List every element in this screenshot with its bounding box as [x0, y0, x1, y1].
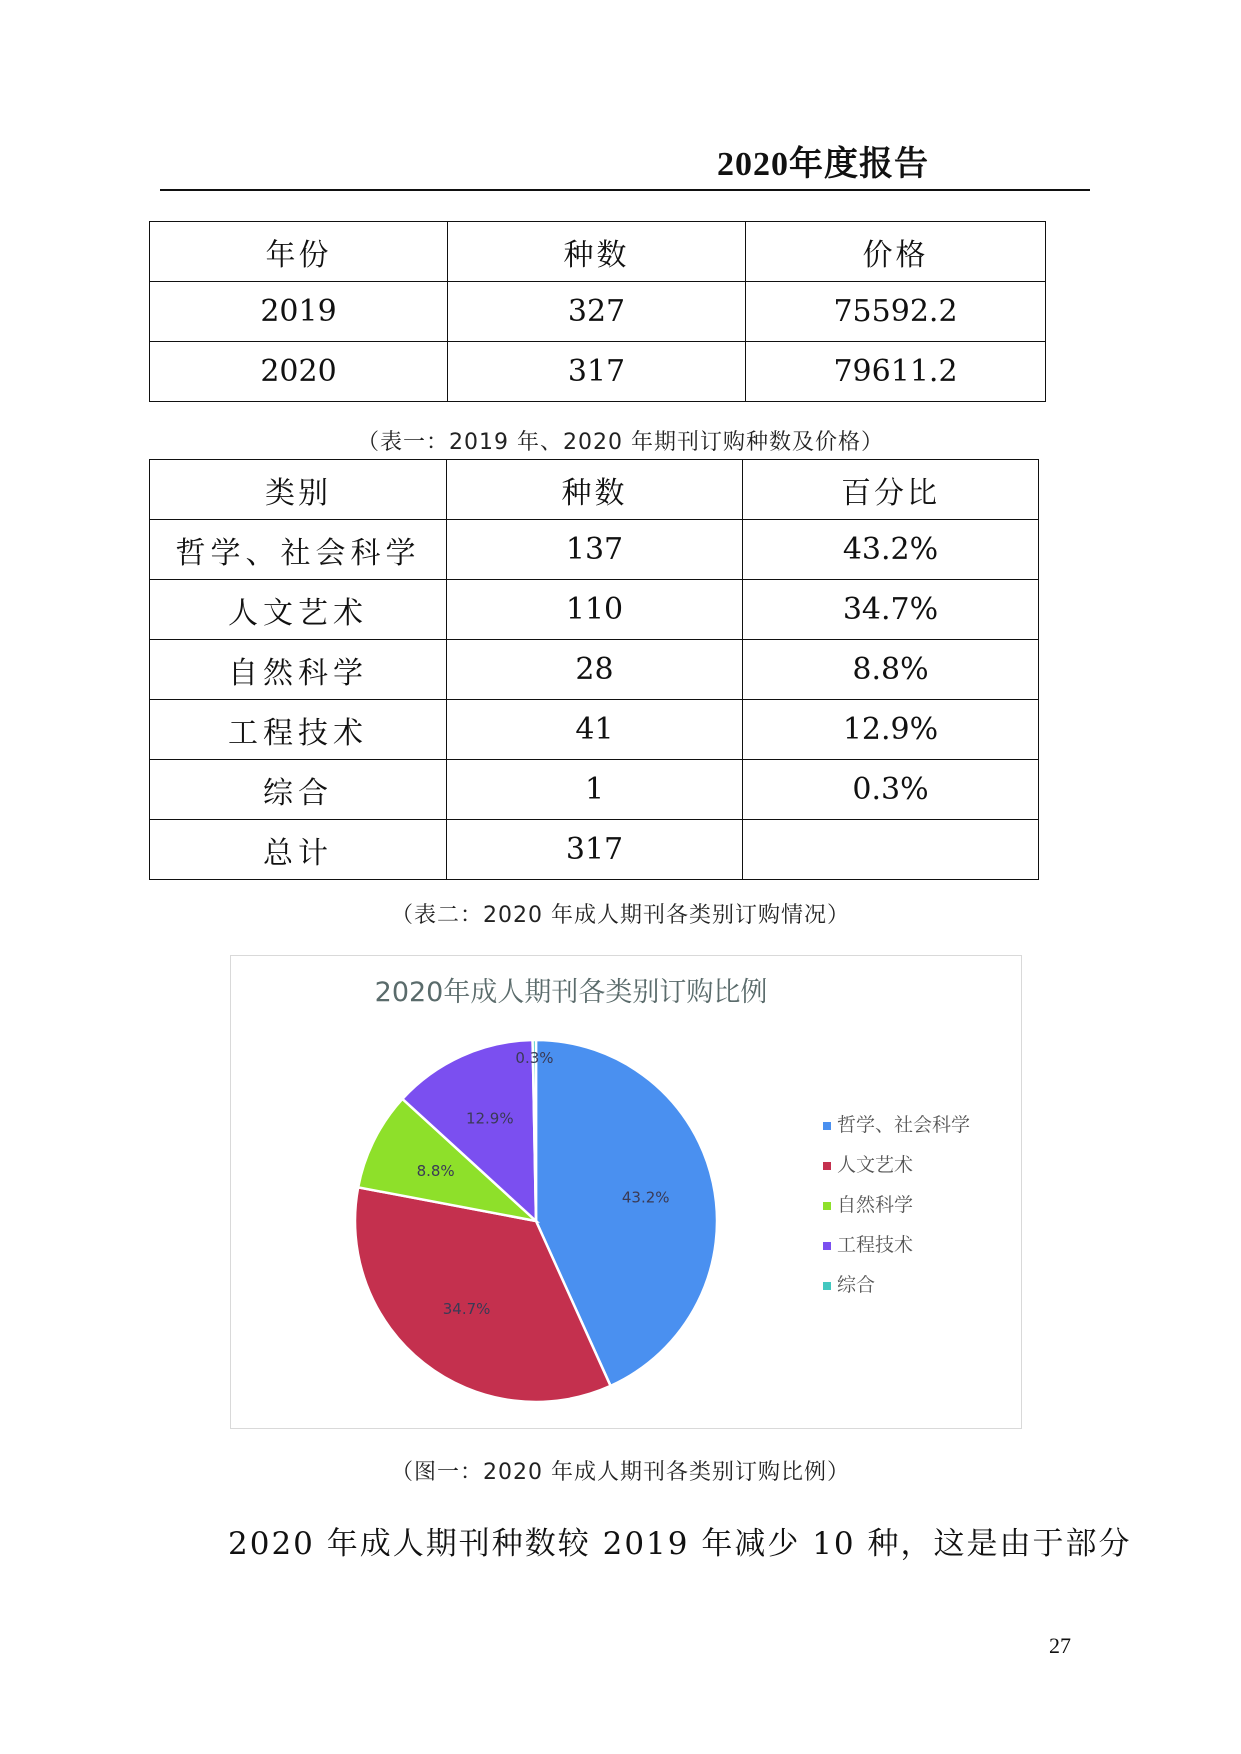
table-year-count-price [149, 221, 1046, 402]
cell-percent: 8.8% [743, 640, 1039, 700]
header-rule [160, 189, 1090, 191]
cell-percent: 43.2% [743, 520, 1039, 580]
table2-caption: （表二：2020 年成人期刊各类别订购情况） [391, 903, 850, 928]
cell-category: 综合 [150, 760, 447, 820]
cell-count: 317 [448, 342, 746, 402]
table-row [150, 580, 1039, 640]
legend-swatch [823, 1162, 831, 1170]
legend-entry: 自然科学 [837, 1194, 914, 1216]
table-row [150, 700, 1039, 760]
cell-year: 2019 [150, 282, 448, 342]
header-cell-count: 种数 [448, 222, 746, 282]
header-cell-percent: 百分比 [743, 460, 1039, 520]
legend-swatch [823, 1202, 831, 1210]
pie-data-label: 12.9% [465, 1109, 514, 1128]
chart-title: 2020年成人期刊各类别订购比例 [374, 977, 768, 1008]
page-number: 27 [1049, 1633, 1071, 1658]
figure-caption: （图一：2020 年成人期刊各类别订购比例） [391, 1460, 850, 1485]
cell-category: 工程技术 [150, 700, 447, 760]
cell-percent: 34.7% [743, 580, 1039, 640]
pie-data-label: 0.3% [515, 1049, 554, 1068]
cell-count: 137 [447, 520, 743, 580]
cell-percent: 12.9% [743, 700, 1039, 760]
legend-swatch [823, 1242, 831, 1250]
legend-entry: 工程技术 [837, 1234, 914, 1256]
cell-count: 28 [447, 640, 743, 700]
cell-price: 79611.2 [746, 342, 1046, 402]
header-cell-price: 价格 [746, 222, 1046, 282]
legend-swatch [823, 1122, 831, 1130]
table-row [150, 282, 1046, 342]
legend-entry: 人文艺术 [837, 1154, 914, 1176]
header-cell-count: 种数 [447, 460, 743, 520]
report-title: 2020年度报告 [717, 146, 929, 183]
cell-count: 41 [447, 700, 743, 760]
cell-count: 110 [447, 580, 743, 640]
header-cell-category: 类别 [150, 460, 447, 520]
pie-chart-frame [230, 955, 1022, 1429]
legend-entry: 哲学、社会科学 [837, 1114, 971, 1136]
legend-entry: 综合 [837, 1274, 876, 1296]
pie-data-label: 34.7% [442, 1300, 491, 1319]
body-paragraph: 2020 年成人期刊种数较 2019 年减少 10 种，这是由于部分 [228, 1526, 1132, 1562]
cell-count: 317 [447, 820, 743, 880]
table-row [150, 640, 1039, 700]
table-total-row [150, 820, 1039, 880]
table-row [150, 342, 1046, 402]
pie-data-label: 8.8% [416, 1161, 455, 1180]
cell-percent [743, 820, 1039, 880]
cell-count: 327 [448, 282, 746, 342]
cell-category: 人文艺术 [150, 580, 447, 640]
cell-count: 1 [447, 760, 743, 820]
table-category-breakdown [149, 459, 1039, 880]
table-row [150, 520, 1039, 580]
pie-chart [231, 956, 1021, 1428]
cell-category: 自然科学 [150, 640, 447, 700]
cell-year: 2020 [150, 342, 448, 402]
cell-category: 总计 [150, 820, 447, 880]
cell-price: 75592.2 [746, 282, 1046, 342]
pie-data-label: 43.2% [621, 1188, 670, 1207]
table-row [150, 760, 1039, 820]
table-header-row [150, 460, 1039, 520]
cell-percent: 0.3% [743, 760, 1039, 820]
header-cell-year: 年份 [150, 222, 448, 282]
legend-swatch [823, 1282, 831, 1290]
table1-caption: （表一：2019 年、2020 年期刊订购种数及价格） [357, 430, 884, 455]
table-header-row [150, 222, 1046, 282]
cell-category: 哲学、社会科学 [150, 520, 447, 580]
